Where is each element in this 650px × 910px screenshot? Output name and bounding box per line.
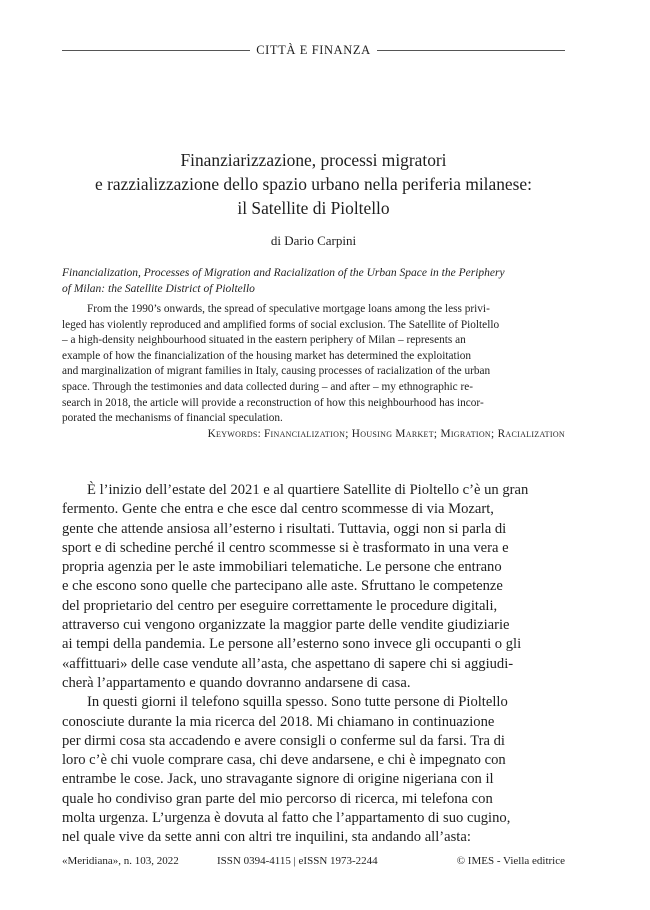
title-line: e razzializzazione dello spazio urbano nella periferia milanese: bbox=[95, 174, 532, 194]
keywords-label: Keywords: bbox=[207, 428, 262, 440]
section-title: CITTÀ E FINANZA bbox=[256, 43, 371, 57]
title-line: il Satellite di Pioltello bbox=[237, 198, 390, 218]
body-line: propria agenzia per le aste immobiliari telematiche. Le persone che entrano bbox=[62, 559, 502, 576]
running-header bbox=[62, 43, 565, 58]
abstract-line: porated the mechanisms of financial speculation. bbox=[62, 412, 283, 425]
body-line: entrambe le cose. Jack, uno stravagante signore di origine nigeriana con il bbox=[62, 771, 494, 788]
english-title bbox=[62, 266, 567, 297]
body-line: fermento. Gente che entra e che esce dal centro scommesse di via Mozart, bbox=[62, 501, 494, 518]
body-line: molta urgenza. L’urgenza è dovuta al fatto che l’appartamento di suo cugino, bbox=[62, 810, 511, 827]
abstract-line: and marginalization of migrant families in Italy, causing processes of racialization of the urban bbox=[62, 365, 491, 378]
abstract bbox=[62, 302, 567, 427]
body-line: per dirmi cosa sta accadendo e avere consigli o conferme sul da farsi. Tra di bbox=[62, 732, 505, 749]
footer-publisher: © IMES - Viella editrice bbox=[456, 855, 565, 867]
body-line: In questi giorni il telefono squilla spesso. Sono tutte persone di Pioltello bbox=[87, 694, 508, 711]
abstract-line: search in 2018, the article will provide a reconstruction of how this neighbourhood has incor- bbox=[62, 396, 484, 409]
english-title-line: of Milan: the Satellite District of Pioltello bbox=[62, 282, 255, 295]
body-line: e che escono sono quelle che partecipano alle aste. Sfruttano le competenze bbox=[62, 578, 503, 595]
body-line: ai tempi della pandemia. Le persone all’esterno sono invece gli occupanti o gli bbox=[62, 636, 522, 653]
body-line: È l’inizio dell’estate del 2021 e al quartiere Satellite di Pioltello c’è un gran bbox=[87, 482, 529, 498]
body-line: quale ho condiviso gran parte del mio percorso di ricerca, mi telefona con bbox=[62, 790, 493, 807]
body-line: cherà l’appartamento e quando dovranno andarsene di casa. bbox=[62, 674, 411, 691]
body-line: attraverso cui vengono organizzate la maggior parte delle vendite giudiziarie bbox=[62, 617, 510, 634]
header-rule-right bbox=[377, 50, 565, 51]
keywords bbox=[62, 427, 565, 443]
abstract-line: From the 1990’s onwards, the spread of speculative mortgage loans among the less privi- bbox=[87, 303, 490, 315]
body-line: sport e di schedine perché il centro scommesse si è trasformato in una vera e bbox=[62, 539, 509, 556]
body-line: gente che attende ansiosa all’esterno i risultati. Tuttavia, oggi non si parla di bbox=[62, 520, 507, 537]
title-line: Finanziarizzazione, processi migratori bbox=[180, 150, 447, 170]
body-line: conosciute durante la mia ricerca del 2018. Mi chiamano in continuazione bbox=[62, 713, 495, 730]
body-line: nel quale vive da sette anni con altri tre inquilini, sta andando all’asta: bbox=[62, 829, 471, 846]
article-author: di Dario Carpini bbox=[270, 233, 357, 248]
footer-issn: ISSN 0394-4115 | eISSN 1973-2244 bbox=[217, 855, 378, 867]
footer-journal: «Meridiana», n. 103, 2022 bbox=[62, 855, 179, 867]
header-rule-left bbox=[62, 50, 250, 51]
abstract-line: – a high-density neighbourhood situated in the eastern periphery of Milan – represents an bbox=[62, 334, 466, 347]
keywords-values: Financialization; Housing Market; Migration; Racialization bbox=[263, 428, 565, 440]
abstract-line: space. Through the testimonies and data collected during – and after – my ethnographic re- bbox=[62, 380, 474, 393]
article-title bbox=[62, 148, 565, 220]
body-line: del proprietario del centro per eseguire correttamente le procedure digitali, bbox=[62, 597, 498, 614]
english-title-line: Financialization, Processes of Migration and Racialization of the Urban Space in the Periphery bbox=[62, 267, 505, 279]
abstract-line: example of how the financialization of the housing market has determined the exploitation bbox=[62, 349, 472, 362]
body-line: loro c’è chi vuole comprare casa, chi deve andarsene, e chi è impegnato con bbox=[62, 752, 506, 769]
page-footer bbox=[62, 855, 565, 871]
body-line: «affittuari» delle case vendute all’asta, che aspettano di sapere chi si aggiudi- bbox=[62, 655, 514, 672]
abstract-line: leged has violently reproduced and amplified forms of social exclusion. The Satellite of Pioltello bbox=[62, 318, 500, 331]
article-body bbox=[62, 481, 567, 848]
